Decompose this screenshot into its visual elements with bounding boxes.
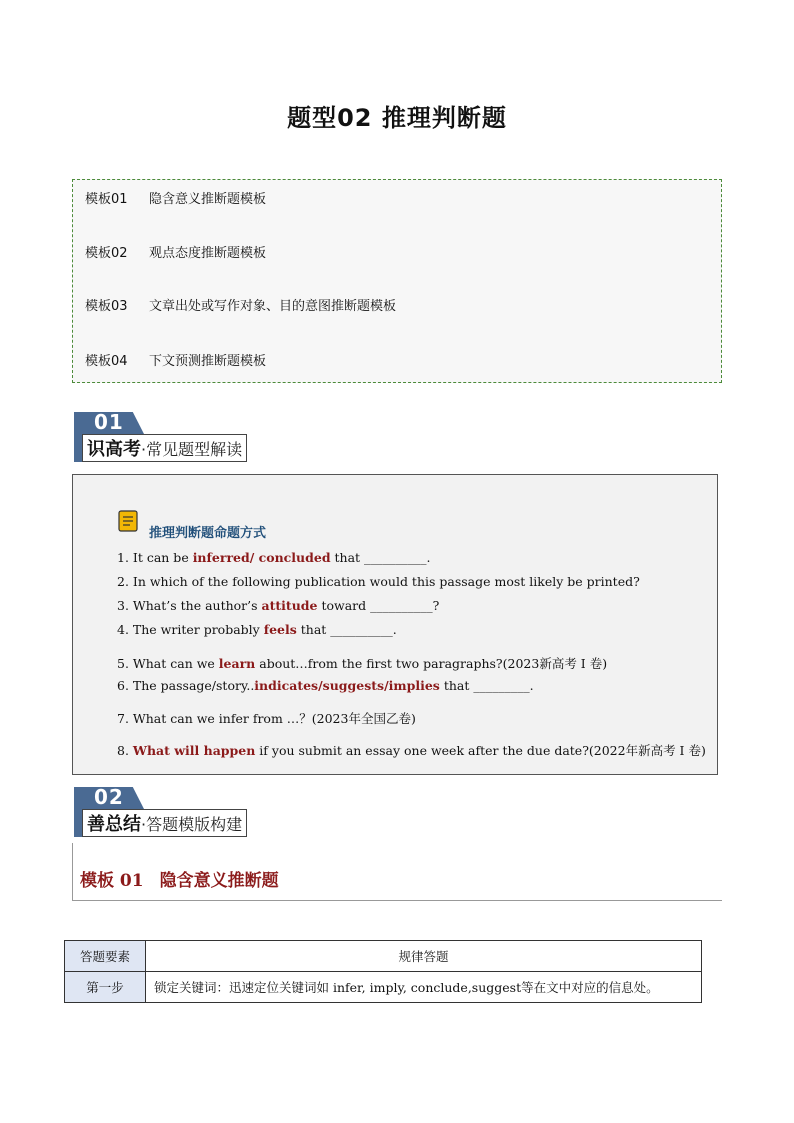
question-line: [117, 654, 607, 672]
keyword-highlight: What will happen: [132, 743, 256, 758]
template-subheading: 模板 01 隐含意义推断题: [80, 871, 279, 891]
keyword-highlight: attitude: [261, 598, 318, 613]
question-text: 7. What can we infer from …？(2023年全国乙卷): [117, 711, 416, 726]
toc-item[interactable]: 模板02 观点态度推断题模板: [85, 246, 267, 261]
toc-item[interactable]: 模板03 文章出处或写作对象、目的意图推断题模板: [85, 299, 397, 314]
question-text: 6. The passage/story..: [117, 678, 255, 693]
question-text: 4. The writer probably: [117, 622, 264, 637]
table-header-row: [65, 941, 702, 972]
question-text: 1. It can be: [117, 550, 193, 565]
keyword-highlight: indicates/suggests/implies: [254, 678, 440, 693]
template-index-box: [72, 179, 722, 383]
question-text: if you submit an essay one week after the due date?(2022年新高考 I 卷): [255, 743, 706, 758]
keyword-highlight: inferred/ concluded: [192, 550, 331, 565]
toc-item[interactable]: 模板01 隐含意义推断题模板: [85, 192, 267, 207]
question-text: toward __________?: [317, 598, 440, 613]
notebook-icon: [118, 510, 138, 532]
table-header: 规律答题: [146, 941, 702, 972]
step-content: 锁定关键词：迅速定位关键词如 infer, imply, conclude,suggest等在文中对应的信息处。: [146, 972, 702, 1003]
question-text: 5. What can we: [117, 656, 219, 671]
table-row: [65, 972, 702, 1003]
question-line: [117, 741, 706, 759]
question-text: about…from the first two paragraphs?(2023新高考 I 卷): [255, 656, 608, 671]
question-line: [117, 622, 397, 637]
question-text: that __________.: [296, 622, 397, 637]
question-text: 3. What’s the author’s: [117, 598, 262, 613]
question-line: [117, 598, 439, 613]
question-line: [117, 574, 640, 589]
table-header: 答题要素: [65, 941, 146, 972]
question-text: that __________.: [330, 550, 431, 565]
answer-steps-table: [64, 940, 702, 1003]
question-text: 2. In which of the following publication would this passage most likely be printed?: [117, 574, 640, 589]
step-label: 第一步: [65, 972, 146, 1003]
question-line: [117, 550, 431, 565]
question-line: [117, 709, 416, 727]
question-line: [117, 678, 534, 693]
keyword-highlight: learn: [218, 656, 256, 671]
toc-item[interactable]: 模板04 下文预测推断题模板: [85, 354, 267, 369]
panel-heading: 推理判断题命题方式: [149, 526, 267, 541]
page-title: 题型02 推理判断题: [287, 104, 507, 132]
question-text: 8.: [117, 743, 133, 758]
question-text: that _________.: [439, 678, 534, 693]
keyword-highlight: feels: [263, 622, 297, 637]
